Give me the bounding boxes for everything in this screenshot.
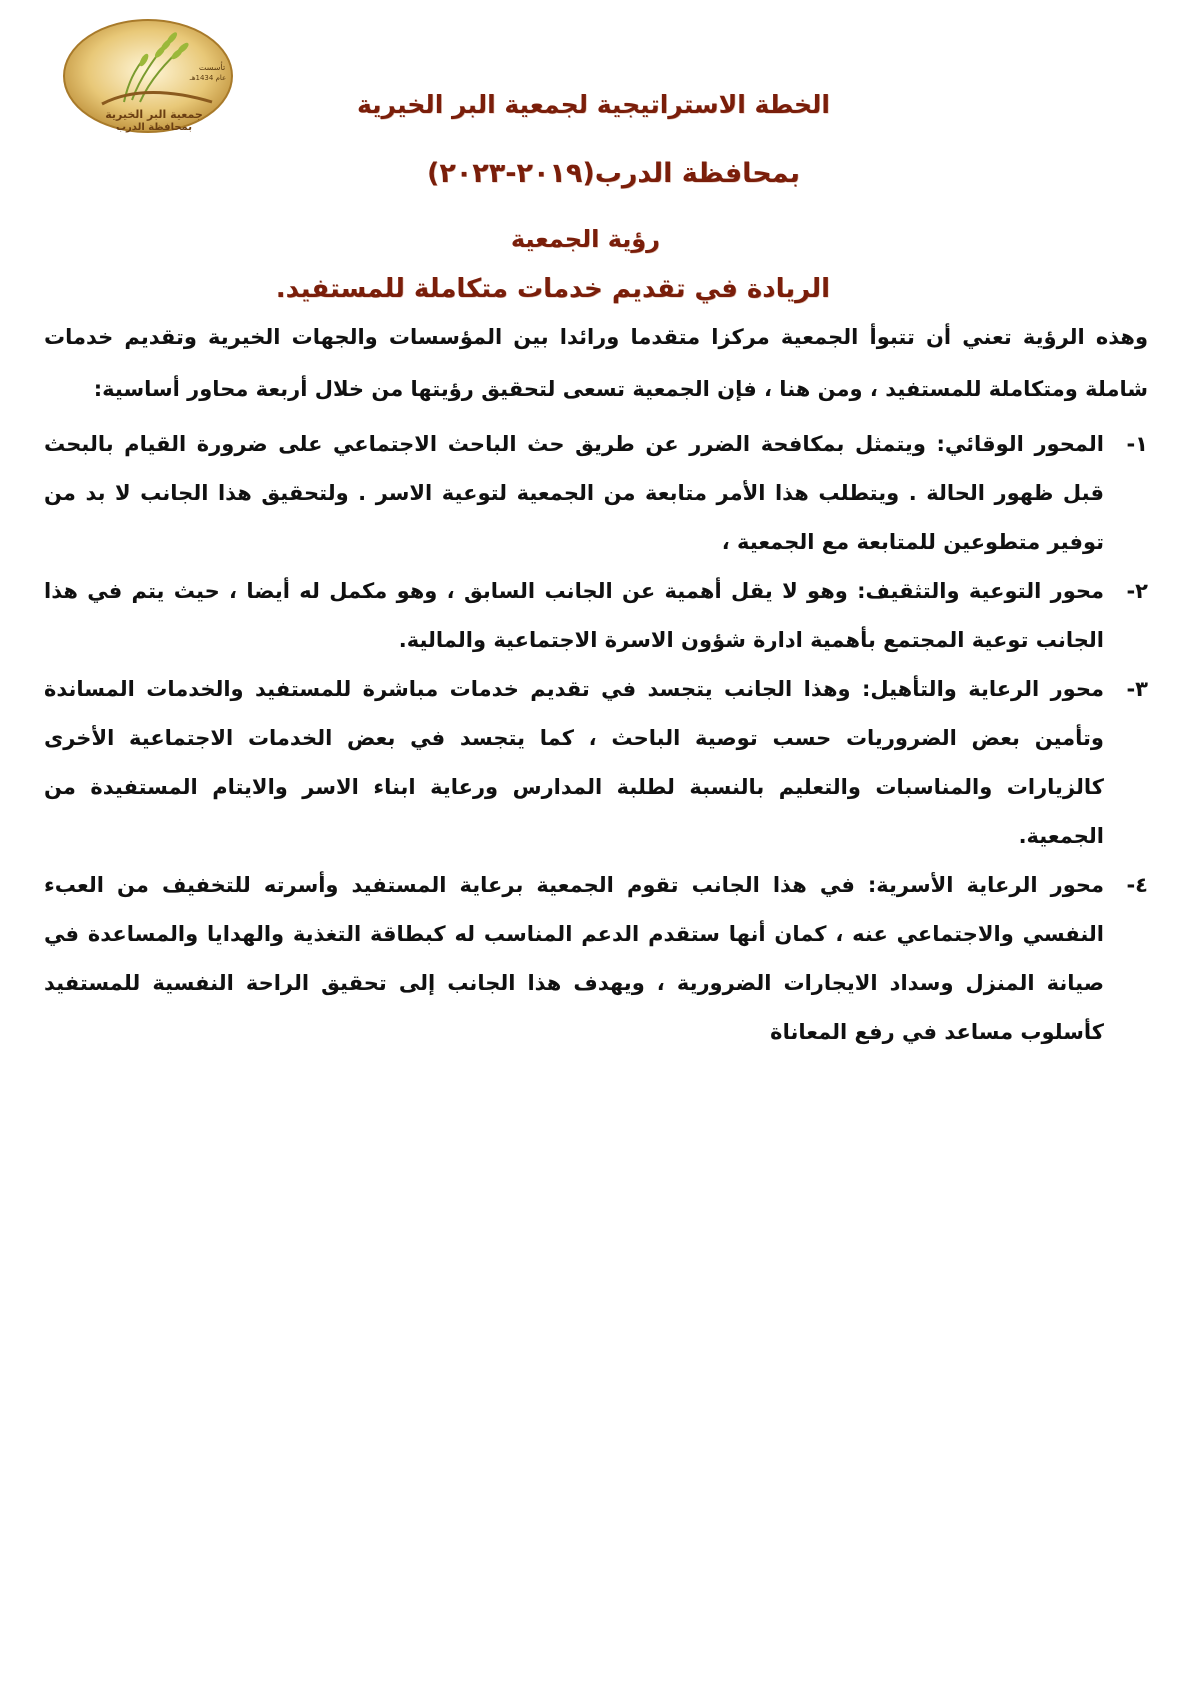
vision-statement: الريادة في تقديم خدمات متكاملة للمستفيد.	[275, 274, 830, 304]
axis-number: ٤-	[1126, 873, 1148, 897]
document-subtitle: بمحافظة الدرب(٢٠١٩-٢٠٢٣)	[426, 158, 800, 189]
axis-text: محور الرعاية الأسرية: في هذا الجانب تقوم الجمعية برعاية المستفيد وأسرته للتخفيف من العبء النفسي والاجتماعي عنه ، كمان أنها ستقدم الدعم المناسب له كبطاقة التغذية والهدايا والمساعدة في صيانة المنزل وسداد الايجارات الضرورية ، ويهدف هذا الجانب إلى تحقيق الراحة النفسية للمستفيد كأسلوب مساعد في رفع المعاناة	[44, 873, 1104, 1044]
intro-paragraph: وهذه الرؤية تعني أن تتبوأ الجمعية مركزا متقدما ورائدا بين المؤسسات والجهات الخيرية وتقديم خدمات شاملة ومتكاملة للمستفيد ، ومن هنا ، فإن الجمعية تسعى لتحقيق رؤيتها من خلال أربعة محاور أساسية:	[44, 325, 1148, 401]
list-item	[44, 567, 1148, 665]
axis-text: محور التوعية والتثقيف: وهو لا يقل أهمية عن الجانب السابق ، وهو مكمل له أيضا ، حيث يتم في هذا الجانب توعية المجتمع بأهمية ادارة شؤون الاسرة الاجتماعية والمالية.	[44, 579, 1104, 652]
axis-number: ٣-	[1126, 677, 1148, 701]
axis-number: ٢-	[1126, 579, 1148, 603]
list-item	[44, 420, 1148, 567]
vision-heading: رؤية الجمعية	[510, 225, 660, 253]
logo-name-line2: بمحافظة الدرب	[115, 122, 193, 133]
axes-list	[44, 420, 1148, 1057]
document-title: الخطة الاستراتيجية لجمعية البر الخيرية	[356, 90, 830, 119]
axis-text: المحور الوقائي: ويتمثل بمكافحة الضرر عن طريق حث الباحث الاجتماعي على ضرورة القيام بالبحث قبل ظهور الحالة . ويتطلب هذا الأمر متابعة من الجمعية لتوعية الاسر . ولتحقيق هذا الجانب لا بد من توفير متطوعين للمتابعة مع الجمعية ،	[44, 432, 1104, 554]
list-item	[44, 665, 1148, 861]
axis-number: ١-	[1126, 432, 1148, 456]
logo-name-line1: جمعية البر الخيرية	[105, 108, 203, 121]
axis-text: محور الرعاية والتأهيل: وهذا الجانب يتجسد في تقديم خدمات مباشرة للمستفيد والخدمات المساندة وتأمين بعض الضروريات حسب توصية الباحث ، كما يتجسد في بعض الخدمات الاجتماعية الأخرى كالزيارات والمناسبات والتعليم بالنسبة لطلبة المدارس ورعاية ابناء الاسر والايتام المستفيدة من الجمعية.	[44, 677, 1104, 848]
list-item	[44, 861, 1148, 1057]
logo-founded-line2: عام 1434هـ	[189, 74, 227, 82]
logo-founded-line1: تأسست	[198, 63, 226, 72]
